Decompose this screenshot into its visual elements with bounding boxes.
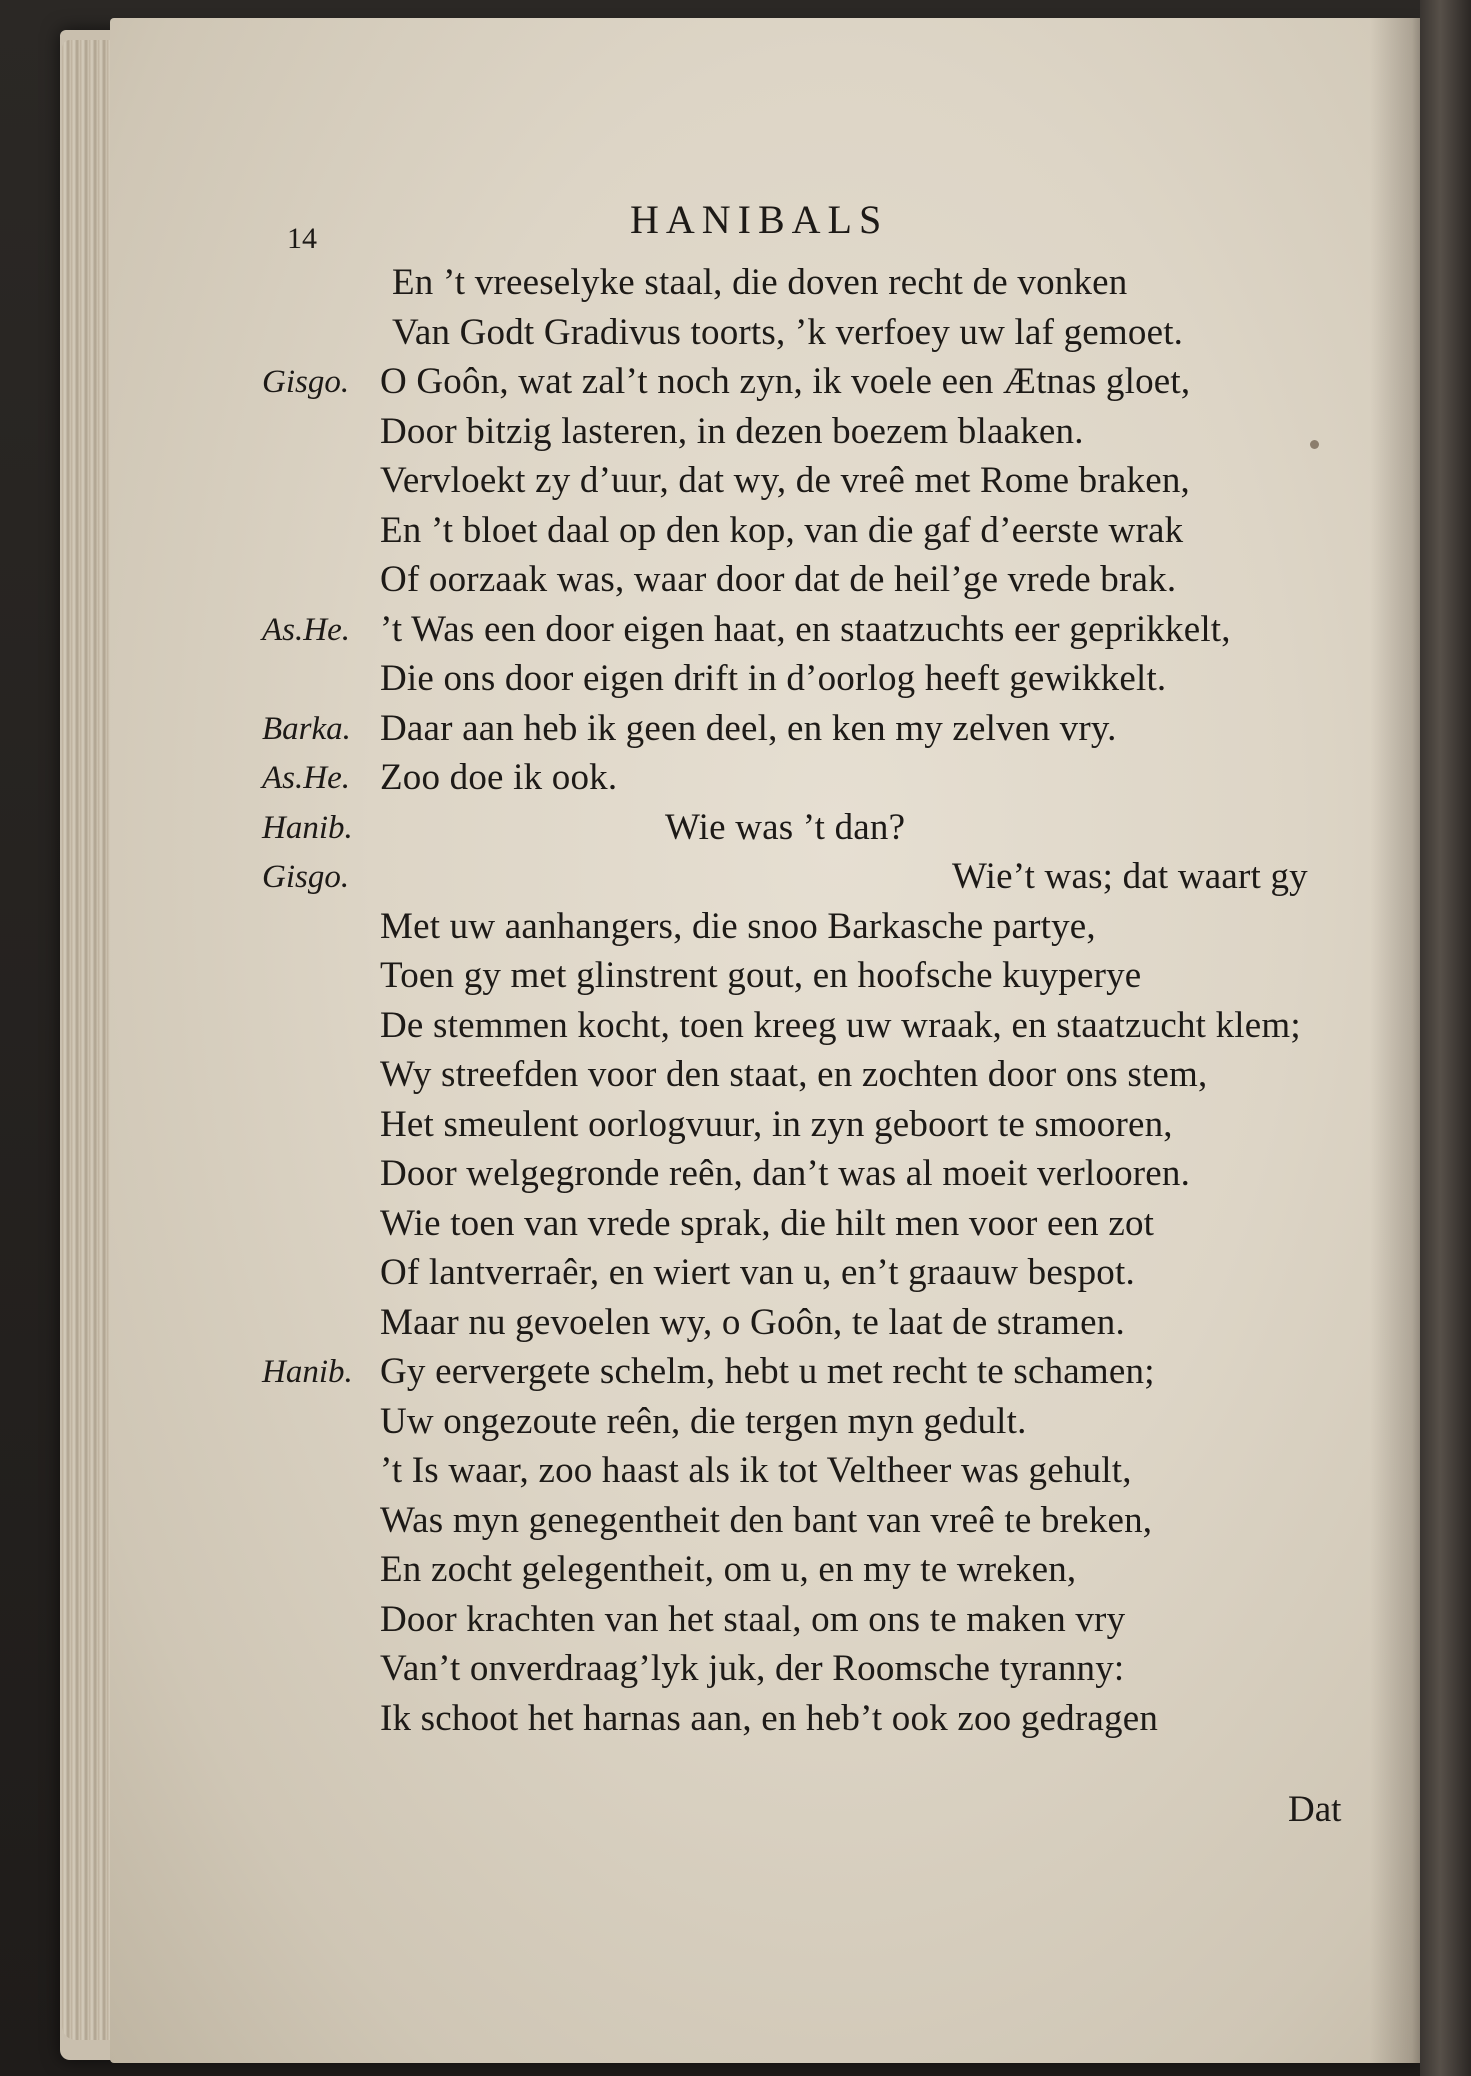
verse-line [0,357,1420,407]
verse-text: Was myn genegentheit den bant van vreê te breken, [380,1499,1153,1541]
verse-line [0,1199,1420,1249]
verse-text: Met uw aanhangers, die snoo Barkasche partye, [380,905,1096,947]
verse-text: Wie was ’t dan? [665,806,906,848]
verse-line [0,1298,1420,1348]
verse-text: Wy streefden voor den staat, en zochten door ons stem, [380,1054,1208,1095]
verse-line [0,605,1420,655]
speaker-label: Barka. [262,710,351,747]
verse-text: Door krachten van het staal, om ons te maken vry [380,1598,1126,1640]
verse-line [0,654,1420,704]
verse-line [0,1347,1420,1397]
verse-text: Het smeulent oorlogvuur, in zyn geboort te smooren, [380,1103,1173,1145]
verse-text: De stemmen kocht, toen kreeg uw wraak, en staatzucht klem; [380,1004,1301,1046]
verse-text: Zoo doe ik ook. [380,757,618,798]
verse-text: Door bitzig lasteren, in dezen boezem blaaken. [380,410,1084,452]
verse-text: Of oorzaak was, waar door dat de heil’ge vrede brak. [380,559,1177,600]
verse-text: Die ons door eigen drift in d’oorlog heeft gewikkelt. [380,658,1167,699]
verse-line [0,803,1420,853]
running-head: HANIBALS [630,197,889,242]
verse-text: Van’t onverdraag’lyk juk, der Roomsche tyranny: [380,1648,1125,1689]
verse-text: Maar nu gevoelen wy, o Goôn, te laat de stramen. [380,1301,1125,1343]
verse-text: O Goôn, wat zal’t noch zyn, ik voele een Ætnas gloet, [380,361,1191,402]
verse-line [0,1694,1420,1744]
verse-text: Vervloekt zy d’uur, dat wy, de vreê met Rome braken, [380,460,1190,501]
verse-text: ’t Is waar, zoo haast als ik tot Veltheer was gehult, [380,1450,1132,1491]
speaker-label: Hanib. [262,1354,353,1390]
verse-line [0,1149,1420,1199]
verse-text: Wie toen van vrede sprak, die hilt men voor een zot [380,1202,1155,1244]
speaker-label: Hanib. [262,809,353,846]
verse-text: Van Godt Gradivus toorts, ’k verfoey uw laf gemoet. [392,311,1184,353]
verse-line [0,506,1420,556]
verse-line [0,258,1420,308]
catchword: Dat [1288,1789,1342,1830]
verse-text: Uw ongezoute reên, die tergen myn gedult. [380,1400,1027,1442]
verse-line [0,456,1420,506]
speaker-label: Gisgo. [262,364,350,400]
ink-spot [1310,440,1319,449]
verse-line [0,555,1420,605]
verse-text: En zocht gelegentheit, om u, en my te wreken, [380,1549,1077,1590]
verse-text: Daar aan heb ik geen deel, en ken my zelven vry. [380,707,1117,749]
verse-line [0,951,1420,1001]
verse-text: En ’t bloet daal op den kop, van die gaf d’eerste wrak [380,509,1184,551]
verse-line [0,704,1420,754]
verse-line [0,1248,1420,1298]
verse-line [0,1595,1420,1645]
verse-line [0,1496,1420,1546]
verse-line [0,1001,1420,1051]
verse-line [0,308,1420,358]
verse-line [0,902,1420,952]
verse-line [0,852,1420,902]
verse-line [0,1397,1420,1447]
speaker-label: As.He. [262,760,350,796]
verse-text: Door welgegronde reên, dan’t was al moeit verlooren. [380,1153,1191,1194]
verse-line [0,1100,1420,1150]
verse-line [0,753,1420,803]
verse-text: En ’t vreeselyke staal, die doven recht de vonken [392,262,1128,303]
verse-line [0,1545,1420,1595]
verse-text: Wie’t was; dat waart gy [952,856,1308,897]
speaker-label: As.He. [262,611,350,648]
verse-line [0,1050,1420,1100]
verse-text: ’t Was een door eigen haat, en staatzuchts eer geprikkelt, [380,608,1231,650]
verse-text: Of lantverraêr, en wiert van u, en’t graauw bespot. [380,1252,1135,1293]
verse-text: Ik schoot het harnas aan, en heb’t ook zoo gedragen [380,1697,1159,1739]
verse-line [0,407,1420,457]
verse-line [0,1446,1420,1496]
verse-text: Toen gy met glinstrent gout, en hoofsche kuyperye [380,955,1142,996]
page-number: 14 [287,222,317,255]
verse-line [0,1644,1420,1694]
verse-text: Gy eervergete schelm, hebt u met recht te schamen; [380,1351,1155,1392]
speaker-label: Gisgo. [262,859,350,895]
